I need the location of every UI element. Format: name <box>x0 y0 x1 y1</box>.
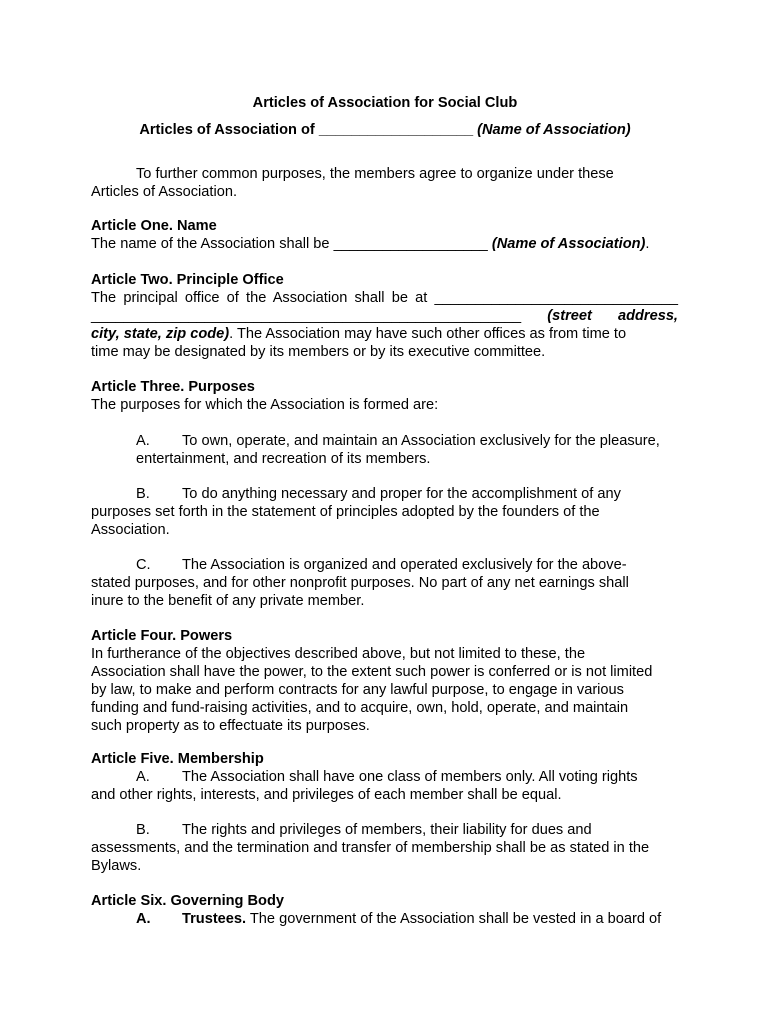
article-two-line2-blank: _____________________________________________________ <box>91 308 522 324</box>
article-two-line3-rest: . The Association may have such other offices as from time to <box>229 326 627 342</box>
article-four-heading: Article Four. Powers <box>91 628 233 644</box>
intro-paragraph <box>91 165 691 201</box>
item-text: The government of the Association shall be vested in a board of <box>249 911 662 927</box>
article-two-line1-blank: ______________________________ <box>434 290 678 306</box>
article-one-period: . <box>645 236 650 252</box>
item-line-3: Association. <box>91 522 170 538</box>
subtitle-suffix: (Name of Association) <box>477 122 631 138</box>
article-five-item-a <box>91 768 701 804</box>
article-one-text <box>91 235 691 253</box>
intro-line-1: To further common purposes, the members agree to organize under these <box>136 166 614 182</box>
item-line-1: To do anything necessary and proper for the accomplishment of any <box>182 486 621 502</box>
item-label: C. <box>136 557 151 573</box>
item-label: A. <box>136 433 150 449</box>
item-line-2: entertainment, and recreation of its members. <box>136 451 431 467</box>
article-two-line-1 <box>91 289 678 307</box>
article-three-item-a <box>136 432 696 468</box>
article-two-line-3 <box>91 325 691 343</box>
article-four-line: Association shall have the power, to the extent such power is conferred or is not limited <box>91 664 653 680</box>
article-three-heading: Article Three. Purposes <box>91 379 255 395</box>
article-five-heading: Article Five. Membership <box>91 751 264 767</box>
article-one-heading: Article One. Name <box>91 218 217 234</box>
item-line-2: stated purposes, and for other nonprofit purposes. No part of any net earnings shall <box>91 575 629 591</box>
article-five-item-b <box>91 821 701 875</box>
document-title: Articles of Association for Social Club <box>252 95 518 111</box>
subtitle-blank: ___________________ <box>318 122 474 138</box>
item-line-1: The Association shall have one class of members only. All voting rights <box>182 769 638 785</box>
intro-line-2: Articles of Association. <box>91 184 238 200</box>
document-subtitle <box>0 121 770 139</box>
item-line-3: Bylaws. <box>91 858 142 874</box>
item-line-2: assessments, and the termination and transfer of membership shall be as stated in the <box>91 840 650 856</box>
article-three-intro: The purposes for which the Association is formed are: <box>91 397 439 413</box>
item-line-1: The Association is organized and operated exclusively for the above- <box>182 557 627 573</box>
item-label: A. <box>136 769 150 785</box>
item-line-2: and other rights, interests, and privileges of each member shall be equal. <box>91 787 562 803</box>
article-two-heading: Article Two. Principle Office <box>91 272 284 288</box>
item-bold: Trustees. <box>182 911 247 927</box>
article-four-body <box>91 645 701 735</box>
item-label: A. <box>136 911 151 927</box>
article-two-line1-prefix: The principal office of the Association shall be at <box>91 290 428 306</box>
item-line-1: The rights and privileges of members, their liability for dues and <box>182 822 592 838</box>
article-three-item-c <box>91 556 701 610</box>
article-one-suffix: (Name of Association) <box>491 236 646 252</box>
item-line-2: purposes set forth in the statement of principles adopted by the founders of the <box>91 504 600 520</box>
article-four-line: funding and fund-raising activities, and to acquire, own, hold, operate, and maintain <box>91 700 629 716</box>
article-three-item-b <box>91 485 701 539</box>
item-label: B. <box>136 486 150 502</box>
article-two-line3-bold: city, state, zip code) <box>91 326 230 342</box>
article-four-line: by law, to make and perform contracts for any lawful purpose, to engage in various <box>91 682 624 698</box>
article-four-line: such property as to effectuate its purposes. <box>91 718 370 734</box>
article-six-heading: Article Six. Governing Body <box>91 893 285 909</box>
article-one-blank: ___________________ <box>333 236 488 252</box>
article-four-line: In furtherance of the objectives described above, but not limited to these, the <box>91 646 586 662</box>
item-label: B. <box>136 822 150 838</box>
article-two-line2-suffix: (street address, <box>547 308 678 324</box>
item-line-3: inure to the benefit of any private member. <box>91 593 365 609</box>
article-two-line-4: time may be designated by its members or by its executive committee. <box>91 344 546 360</box>
item-line-1: To own, operate, and maintain an Association exclusively for the pleasure, <box>182 433 660 449</box>
article-one-prefix: The name of the Association shall be <box>91 236 330 252</box>
article-two-line-2 <box>91 307 678 325</box>
article-six-item-a <box>136 910 696 928</box>
subtitle-prefix: Articles of Association of <box>139 122 315 138</box>
